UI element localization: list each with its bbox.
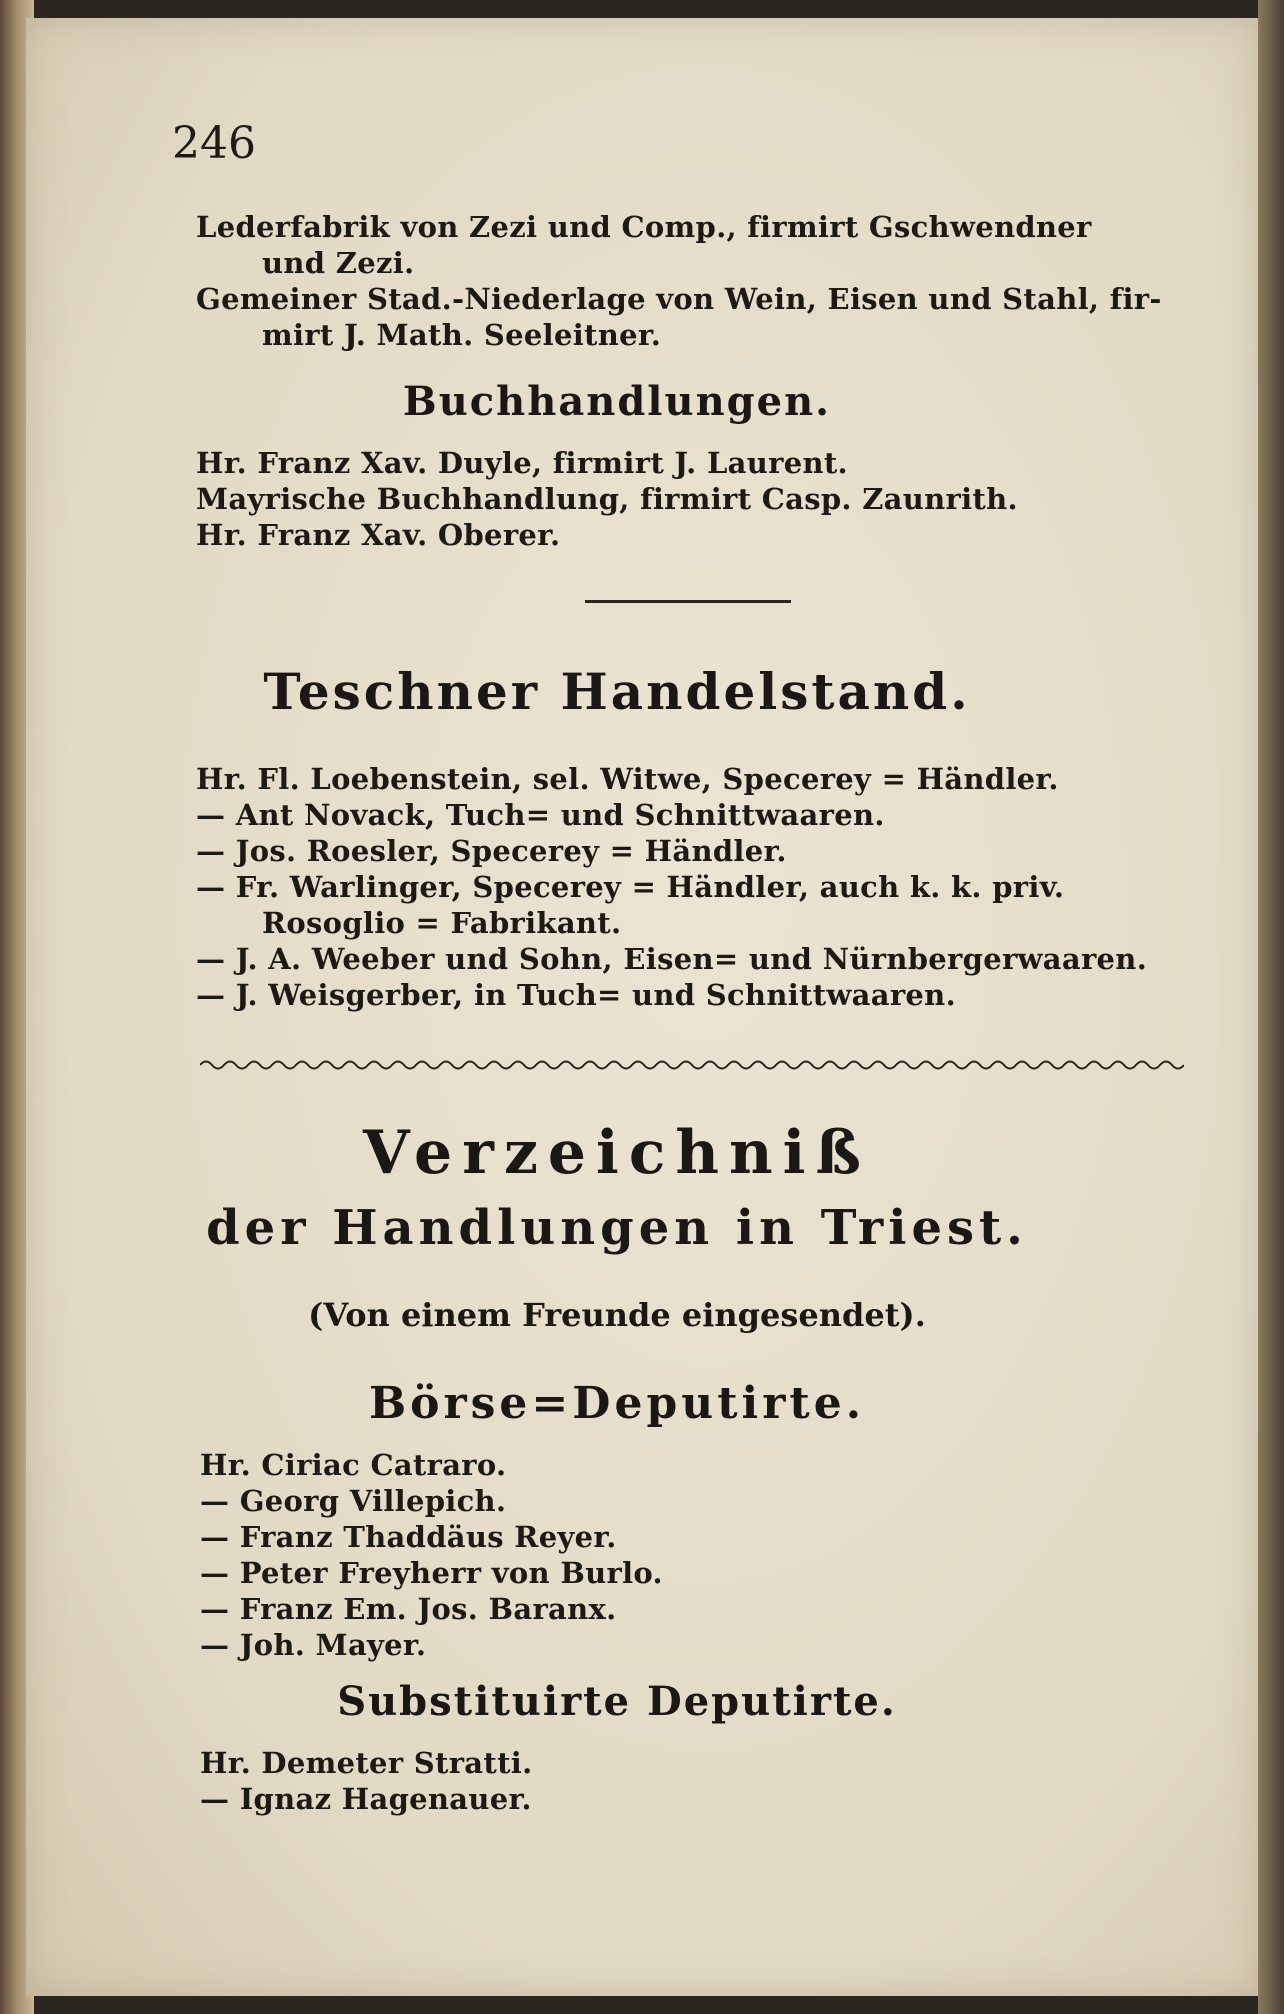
section-heading: Buchhandlungen. [402,378,832,425]
entry-line: und Zezi. [262,246,415,280]
entry-line: — Ignaz Hagenauer. [200,1782,532,1816]
entry-line: Rosoglio = Fabrikant. [262,906,622,940]
page-edge [1258,0,1284,2014]
entry-line: Hr. Fl. Loebenstein, sel. Witwe, Specerey = Händler. [196,762,1059,796]
section-note: (Von einem Freunde eingesendet). [308,1296,926,1334]
wavy-divider [200,1058,1184,1072]
entry-line: Hr. Franz Xav. Oberer. [196,518,561,552]
entry-line: Hr. Franz Xav. Duyle, firmirt J. Laurent. [196,446,848,480]
entry-line: Lederfabrik von Zezi und Comp., firmirt Gschwendner [196,210,1092,244]
entry-line: Hr. Ciriac Catraro. [200,1448,507,1482]
entry-line: Hr. Demeter Stratti. [200,1746,533,1780]
entry-line: — Franz Em. Jos. Baranx. [200,1592,617,1626]
divider-rule [585,600,791,603]
entry-line: — Fr. Warlinger, Specerey = Händler, auch k. k. priv. [196,870,1065,904]
entry-line: — Peter Freyherr von Burlo. [200,1556,663,1590]
entry-line: — Joh. Mayer. [200,1628,427,1662]
entry-line: — J. Weisgerber, in Tuch= und Schnittwaaren. [196,978,956,1012]
section-subheading: der Handlungen in Triest. [206,1200,1028,1256]
entry-line: — J. A. Weeber und Sohn, Eisen= und Nürnbergerwaaren. [196,942,1148,976]
entry-line: Mayrische Buchhandlung, firmirt Casp. Zaunrith. [196,482,1018,516]
entry-line: — Ant Novack, Tuch= und Schnittwaaren. [196,798,885,832]
section-heading: Teschner Handelstand. [263,662,971,721]
group-heading: Substituirte Deputirte. [337,1678,897,1725]
group-heading: Börse=Deputirte. [368,1378,866,1429]
entry-line: — Franz Thaddäus Reyer. [200,1520,617,1554]
entry-line: mirt J. Math. Seeleitner. [262,318,662,352]
page-number: 246 [172,118,256,169]
section-heading: Verzeichniß [362,1118,872,1188]
entry-line: — Jos. Roesler, Specerey = Händler. [196,834,787,868]
entry-line: — Georg Villepich. [200,1484,507,1518]
entry-line: Gemeiner Stad.-Niederlage von Wein, Eisen und Stahl, fir- [196,282,1162,316]
